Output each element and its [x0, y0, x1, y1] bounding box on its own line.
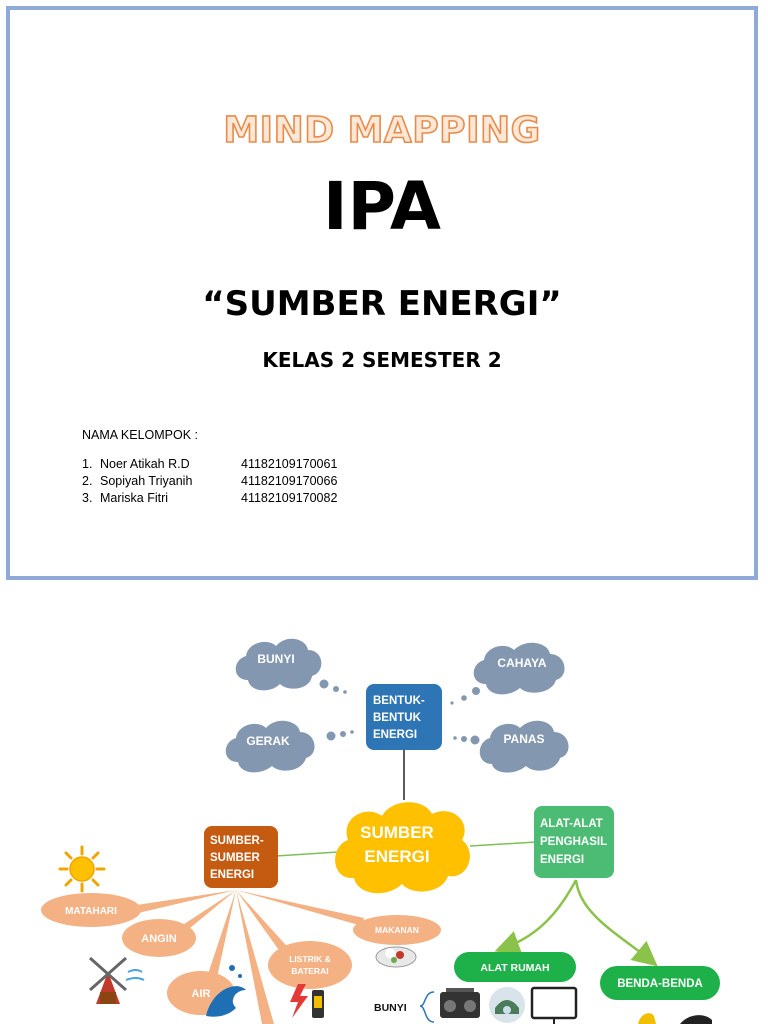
node-alat-penghasil-energi — [534, 806, 614, 878]
member-name: Mariska Fitri — [100, 491, 169, 505]
svg-text:ENERGI: ENERGI — [364, 847, 430, 866]
sun-icon — [60, 847, 104, 891]
tv-icon — [532, 988, 576, 1024]
member-number: 1. — [82, 457, 93, 471]
node-bentuk-energi — [366, 684, 442, 750]
telephone-icon — [489, 987, 525, 1023]
connector-line — [470, 842, 536, 846]
node-alat-rumah — [454, 952, 576, 982]
member-row — [82, 473, 337, 490]
cloud-cahaya — [474, 643, 565, 695]
connector-line — [276, 852, 338, 856]
svg-text:MATAHARI: MATAHARI — [65, 906, 117, 917]
svg-text:SUMBER-: SUMBER- — [210, 835, 264, 847]
cover-subject: IPA — [323, 168, 441, 245]
source-matahari — [41, 893, 141, 927]
cover-topic: “SUMBER ENERGI” — [202, 284, 562, 324]
node-sumber-energi — [335, 802, 470, 893]
lightning-battery-icon — [290, 984, 324, 1018]
cloud-gerak — [226, 721, 315, 773]
arrow-to-objects — [576, 880, 650, 960]
svg-text:ENERGI: ENERGI — [210, 869, 255, 881]
mind-map — [0, 596, 768, 1024]
cloud-label: CAHAYA — [497, 656, 547, 670]
member-row — [82, 490, 337, 507]
member-list — [82, 456, 337, 507]
svg-text:PENGHASIL: PENGHASIL — [540, 836, 608, 848]
brace — [420, 992, 434, 1022]
cloud-label: GERAK — [246, 734, 290, 748]
svg-text:SUMBER: SUMBER — [210, 852, 260, 864]
member-id: 41182109170066 — [241, 474, 338, 488]
svg-text:SUMBER: SUMBER — [360, 823, 434, 842]
node-sumber-sumber-energi — [204, 826, 278, 888]
svg-text:MAKANAN: MAKANAN — [375, 925, 419, 935]
member-name: Sopiyah Triyanih — [100, 474, 193, 488]
node-benda-benda — [600, 966, 720, 1000]
member-row — [82, 456, 337, 473]
cloud-label: PANAS — [503, 732, 545, 746]
svg-text:ENERGI: ENERGI — [540, 854, 585, 866]
member-id: 41182109170061 — [241, 457, 338, 471]
cover-title: MIND MAPPING — [223, 110, 541, 151]
group-label: NAMA KELOMPOK : — [82, 428, 199, 442]
arrow-to-home-tools — [504, 880, 576, 948]
member-id: 41182109170082 — [241, 491, 338, 505]
svg-text:ALAT RUMAH: ALAT RUMAH — [480, 962, 550, 974]
cover-page — [6, 6, 758, 580]
svg-text:BENTUK: BENTUK — [373, 712, 421, 724]
windmill-icon — [90, 958, 144, 1004]
svg-text:ANGIN: ANGIN — [141, 933, 177, 945]
source-angin — [122, 919, 196, 957]
source-listrik-baterai — [268, 941, 352, 989]
label-bunyi: BUNYI — [374, 1002, 407, 1014]
member-number: 3. — [82, 491, 93, 505]
cover-class-info: KELAS 2 SEMESTER 2 — [262, 348, 502, 372]
svg-text:BATERAI: BATERAI — [291, 966, 329, 976]
source-makanan — [353, 915, 441, 945]
cloud-panas — [480, 721, 569, 773]
svg-text:ALAT-ALAT: ALAT-ALAT — [540, 818, 603, 830]
member-number: 2. — [82, 474, 93, 488]
cloud-label: BUNYI — [257, 652, 295, 666]
cloud-bunyi — [236, 639, 322, 691]
svg-text:AIR: AIR — [191, 988, 211, 1000]
food-plate-icon — [376, 947, 416, 967]
svg-text:ENERGI: ENERGI — [373, 729, 418, 741]
svg-text:BENDA-BENDA: BENDA-BENDA — [617, 978, 703, 990]
svg-text:LISTRIK &: LISTRIK & — [289, 954, 331, 964]
partial-object-icon — [638, 1013, 712, 1024]
member-name: Noer Atikah R.D — [100, 457, 190, 471]
radio-icon — [440, 988, 480, 1018]
svg-text:BENTUK-: BENTUK- — [373, 695, 425, 707]
